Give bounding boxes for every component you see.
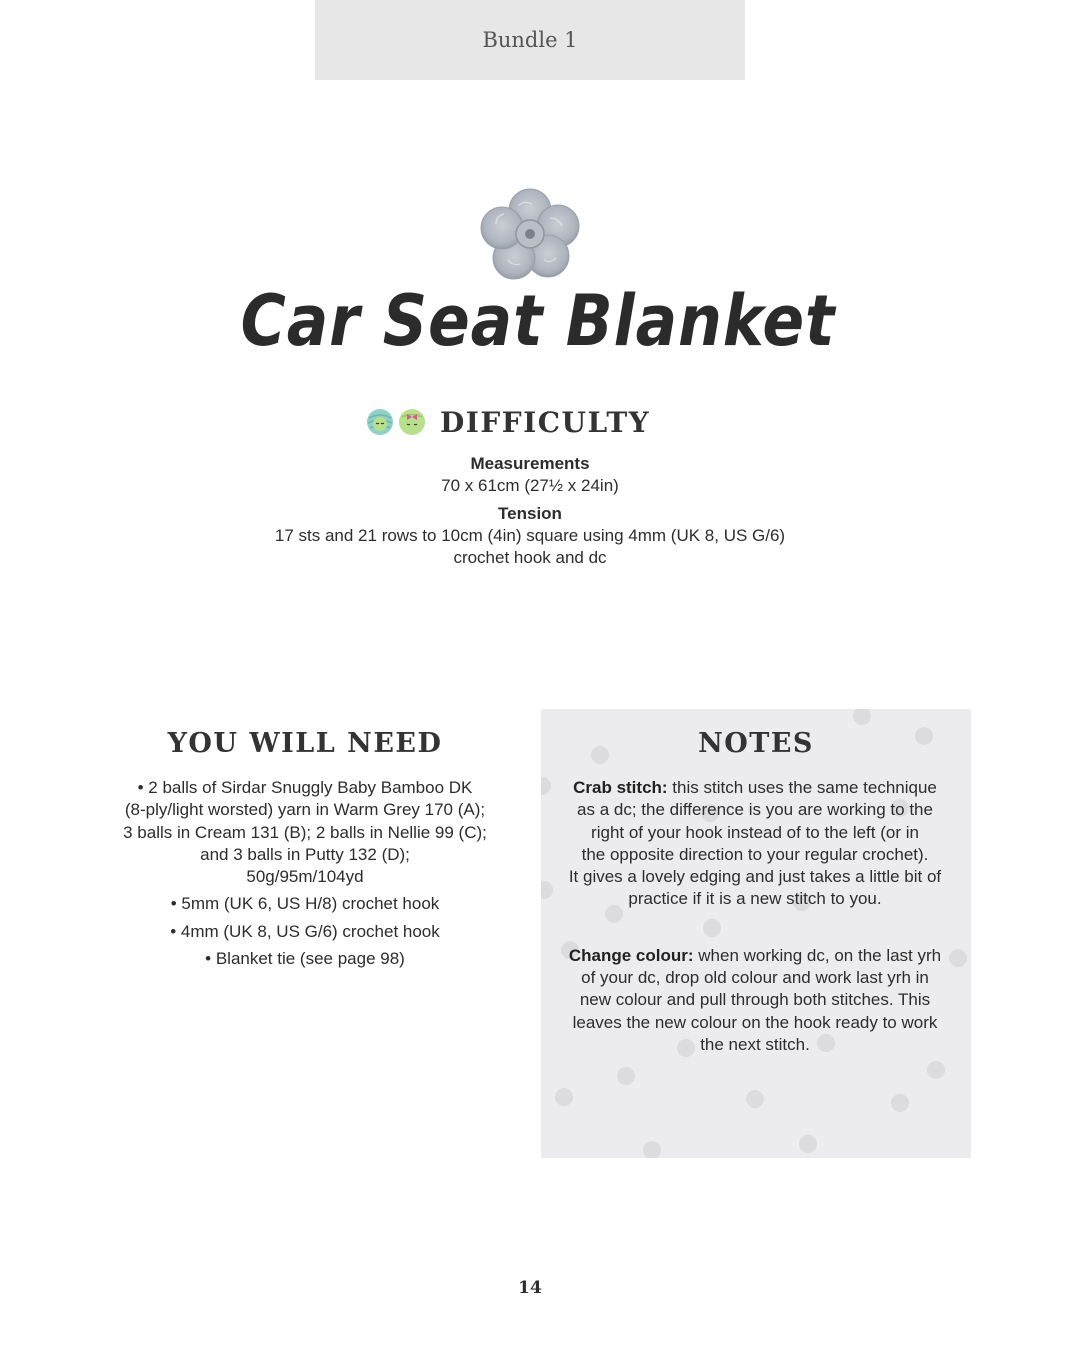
note-line: practice if it is a new stitch to you.	[628, 889, 882, 909]
you-will-need-heading: YOU WILL NEED	[167, 728, 443, 759]
materials-item-hook-5mm: • 5mm (UK 6, US H/8) crochet hook	[170, 894, 440, 914]
materials-line: • 2 balls of Sirdar Snuggly Baby Bamboo DK	[137, 778, 473, 797]
measurements-value: 70 x 61cm (27½ x 24in)	[441, 476, 619, 495]
decorative-dot	[541, 881, 553, 899]
crochet-flower-icon	[478, 188, 582, 280]
decorative-dot	[891, 1094, 909, 1112]
section-tab	[315, 0, 745, 80]
measurements-block	[0, 453, 1060, 497]
difficulty-label: DIFFICULTY	[440, 405, 651, 439]
decorative-dot	[799, 1135, 817, 1153]
section-tab-label: Bundle 1	[482, 28, 578, 52]
note-change-colour	[555, 945, 955, 1056]
materials-line: and 3 balls in Putty 132 (D);	[200, 844, 410, 864]
note-line: new colour and pull through both stitches. This	[579, 990, 931, 1010]
note-line: as a dc; the difference is you are working to the	[577, 800, 933, 820]
pattern-title: Car Seat Blanket	[240, 280, 836, 362]
yarn-ball-teal-icon	[366, 408, 394, 436]
note-term: Crab stitch:	[573, 778, 668, 797]
tension-line-2: crochet hook and dc	[453, 548, 607, 567]
note-line: of your dc, drop old colour and work last yrh in	[581, 968, 929, 988]
note-line: It gives a lovely edging and just takes a little bit of	[568, 867, 942, 887]
materials-item-hook-4mm: • 4mm (UK 8, US G/6) crochet hook	[170, 921, 440, 941]
note-term: Change colour:	[568, 945, 694, 965]
tension-block	[0, 503, 1060, 569]
note-line: the opposite direction to your regular crochet).	[581, 844, 929, 864]
materials-line: (8-ply/light worsted) yarn in Warm Grey 170 (A);	[124, 800, 486, 820]
note-line: the next stitch.	[700, 1034, 810, 1054]
materials-line: 3 balls in Cream 131 (B); 2 balls in Nellie 99 (C);	[123, 822, 487, 842]
yarn-ball-green-icon	[398, 408, 426, 436]
materials-list	[110, 777, 500, 975]
tension-line-1: 17 sts and 21 rows to 10cm (4in) square using 4mm (UK 8, US G/6)	[274, 526, 786, 545]
note-line: when working dc, on the last yrh	[693, 945, 942, 965]
notes-content	[555, 777, 955, 1090]
decorative-dot	[541, 777, 551, 795]
page-number: 14	[518, 1278, 542, 1298]
materials-item-blanket-tie: • Blanket tie (see page 98)	[205, 949, 405, 969]
note-line: this stitch uses the same technique	[667, 778, 937, 797]
tension-label: Tension	[498, 504, 562, 523]
materials-line: 50g/95m/104yd	[246, 867, 364, 887]
note-line: leaves the new colour on the hook ready to work	[572, 1012, 938, 1032]
difficulty-rating	[366, 404, 650, 440]
measurements-label: Measurements	[470, 454, 590, 473]
note-line: right of your hook instead of to the left (or in	[591, 822, 919, 842]
note-crab-stitch	[555, 777, 955, 911]
decorative-dot	[643, 1141, 661, 1158]
materials-item-yarn	[110, 777, 500, 888]
notes-heading: NOTES	[698, 728, 814, 759]
decorative-dot	[746, 1090, 764, 1108]
decorative-dot	[853, 709, 871, 725]
decorative-dot	[555, 1088, 573, 1106]
